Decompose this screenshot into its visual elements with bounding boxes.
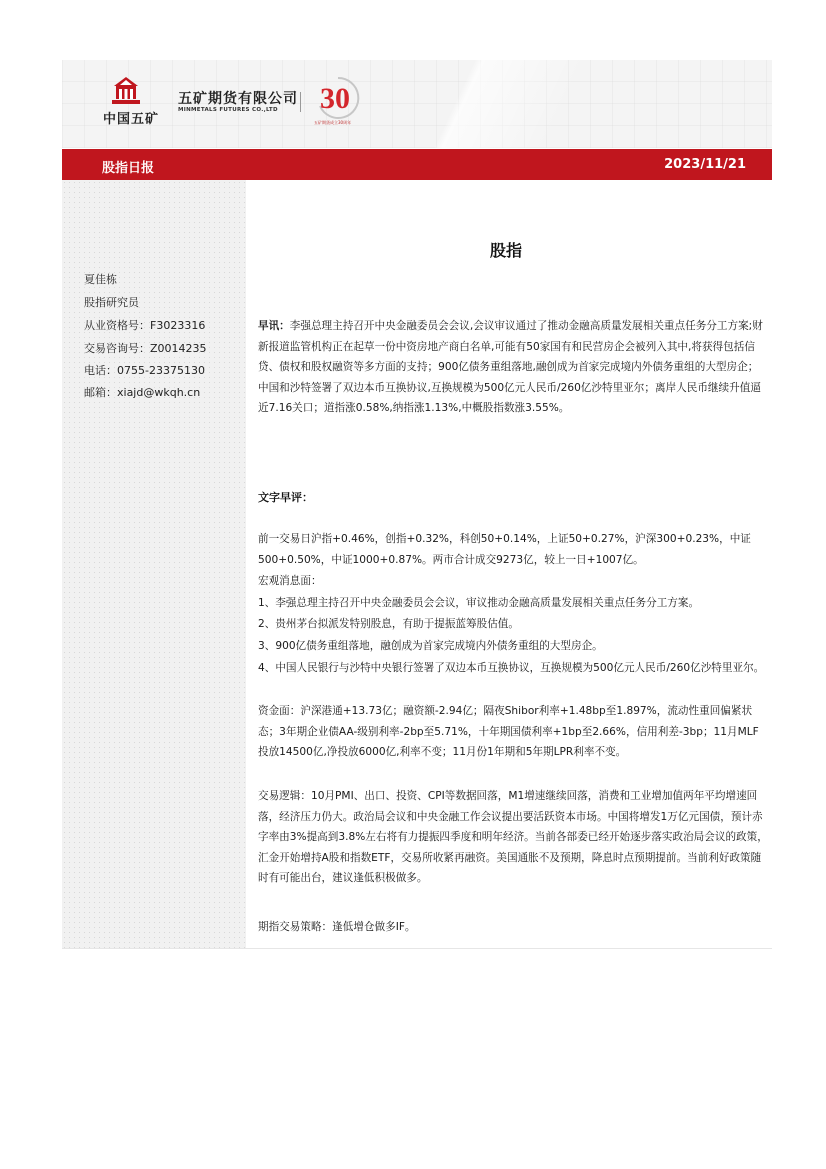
commentary-paragraph: 3、900亿债务重组落地，融创成为首家完成境内外债务重组的大型房企。: [258, 640, 603, 652]
report-date: 2023/11/21: [664, 157, 746, 172]
morning-news-text: 李强总理主持召开中央金融委员会会议,会议审议通过了推动金融高质量发展相关重点任务分工方案;财新报道监管机构正在起草一份中资房地产商白名单,可能有50家国有和民营房企会被列入其中,将获得包括信贷、债权和股权融资等多方面的支持；900亿债务重组落地,融创成为首家完成境内外债务重组的大型房企；中国和沙特签署了双边本币互换协议,互换规模为500亿元人民币/260亿沙特里亚尔；离岸人民币继续升值逼近7.16关口；道指涨0.58%,纳指涨1.13%,中概股指数涨3.55%。: [258, 320, 763, 414]
commentary-paragraph: 资金面：沪深港通+13.73亿；融资额-2.94亿；隔夜Shibor利率+1.48bp至1.897%，流动性重回偏紧状态；3年期企业债AA-级别利率-2bp至5.71%，十年期国债利率+1bp至2.66%，信用利差-3bp；11月MLF投放14500亿,净投放6000亿,利率不变；11月份1年期和5年期LPR利率不变。: [258, 705, 759, 758]
commentary-paragraph: 前一交易日沪指+0.46%，创指+0.32%，科创50+0.14%，上证50+0.27%，沪深300+0.23%，中证500+0.50%，中证1000+0.87%。两市合计成交9273亿，较上一日+1007亿。: [258, 533, 751, 566]
commentary-paragraph: 4、中国人民银行与沙特中央银行签署了双边本币互换协议，互换规模为500亿元人民币/260亿沙特里亚尔。: [258, 662, 765, 674]
report-type: 股指日报: [102, 161, 155, 176]
commentary-paragraph: 交易逻辑：10月PMI、出口、投资、CPI等数据回落，M1增速继续回落，消费和工业增加值两年平均增速回落，经济压力仍大。政治局会议和中央金融工作会议提出要活跃资本市场。中国将增发1万亿元国债，预计赤字率由3%提高到3.8%左右将有力提振四季度和明年经济。当前各部委已经开始逐步落实政治局会议的政策，汇金开始增持A股和指数ETF，交易所收紧再融资。美国通胀不及预期，降息时点预期提前。当前利好政策随时有可能出台，建议逢低积极做多。: [258, 790, 768, 884]
minmetals-emblem-icon: [108, 76, 144, 106]
company-name-cn: 五矿期货有限公司: [178, 91, 298, 107]
anniversary-logo: [312, 74, 364, 122]
author-name: 夏佳栋: [84, 273, 117, 286]
morning-news: [258, 316, 768, 419]
logo-text: 中国五矿: [103, 112, 160, 127]
commentary-paragraph: 宏观消息面：: [258, 575, 322, 587]
anniversary-number: 30: [320, 82, 350, 115]
page-title: 股指: [490, 241, 523, 260]
author-role: 股指研究员: [84, 296, 139, 309]
commentary-heading: 文字早评：: [258, 491, 313, 504]
header-band: [62, 60, 772, 148]
commentary-paragraph: 1、李强总理主持召开中央金融委员会会议，审议推动金融高质量发展相关重点任务分工方案。: [258, 597, 700, 609]
author-consult-number: 交易咨询号：Z0014235: [84, 342, 207, 355]
morning-news-label: 早讯：: [258, 320, 290, 332]
commentary-paragraph: 2、贵州茅台拟派发特别股息，有助于提振蓝筹股估值。: [258, 618, 519, 630]
commentary-paragraph: 期指交易策略：逢低增仓做多IF。: [258, 921, 416, 933]
bottom-rule: [62, 948, 772, 949]
author-phone: 电话：0755-23375130: [84, 364, 205, 377]
anniversary-caption: 五矿期货成立30周年: [314, 120, 352, 125]
company-name-en: MINMETALS FUTURES CO.,LTD: [178, 107, 278, 113]
header-divider: [300, 92, 301, 112]
author-qualification: 从业资格号：F3023316: [84, 319, 206, 332]
author-email[interactable]: 邮箱：xiajd@wkqh.cn: [84, 386, 201, 399]
